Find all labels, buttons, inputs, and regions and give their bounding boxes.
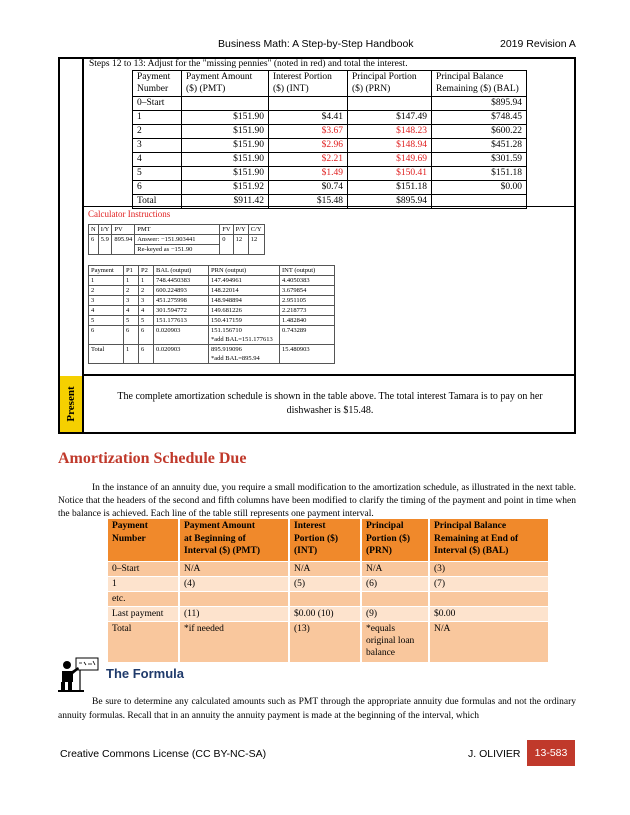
due-cell: Last payment bbox=[107, 607, 179, 622]
amortization-cell: $2.21 bbox=[269, 153, 348, 167]
calc-amort-cell bbox=[280, 296, 335, 306]
header-principal-balance: Principal Balance Remaining ($) (BAL) bbox=[432, 71, 527, 97]
calc-input-header-cell: FV bbox=[220, 225, 233, 235]
calc-amort-value: 148.948894 bbox=[211, 297, 242, 304]
calc-amort-cell bbox=[280, 326, 335, 345]
due-total-line: original loan bbox=[366, 636, 415, 646]
due-header-line: Interest bbox=[294, 521, 326, 531]
amortization-cell: 3 bbox=[133, 139, 182, 153]
section-intro: In the instance of an annuity due, you require a small modification to the amortization schedule, as illustrated in the next table. Notice that the headers of the second and fifth columns have been modified to clarify the timing of the payment and point in time when the balance is achieved. Each line of the table still represents one payment interval. bbox=[58, 483, 576, 519]
formula-title: The Formula bbox=[106, 666, 185, 681]
calc-amort-value: 6 bbox=[141, 327, 145, 334]
calc-amort-cell bbox=[139, 326, 154, 345]
amortization-cell: $4.41 bbox=[269, 111, 348, 125]
calculator-amort-table bbox=[88, 265, 335, 364]
amortization-row bbox=[133, 167, 527, 181]
amortization-cell: $1.49 bbox=[269, 167, 348, 181]
amortization-row bbox=[133, 139, 527, 153]
calc-amort-cell bbox=[89, 316, 124, 326]
calc-amort-cell bbox=[209, 296, 280, 306]
due-total-cell: N/A bbox=[429, 622, 548, 663]
calc-input-fv: 0 bbox=[220, 235, 233, 255]
amortization-header-row bbox=[133, 71, 527, 97]
amortization-cell: $451.28 bbox=[432, 139, 527, 153]
calc-amort-row bbox=[89, 296, 335, 306]
due-header-cell bbox=[179, 519, 289, 562]
amortization-cell: $911.42 bbox=[182, 195, 269, 209]
calc-amort-cell bbox=[154, 276, 209, 286]
amortization-cell: $895.94 bbox=[432, 97, 527, 111]
amortization-cell: $748.45 bbox=[432, 111, 527, 125]
calc-amort-value: 3 bbox=[141, 297, 145, 304]
calc-amort-value: 0.020903 bbox=[156, 327, 181, 334]
calc-amort-value: 148.22014 bbox=[211, 287, 239, 294]
calc-amort-row bbox=[89, 326, 335, 345]
calc-amort-value: 1.482840 bbox=[282, 317, 307, 324]
due-total-cell: Total bbox=[107, 622, 179, 663]
calc-amort-value: Total bbox=[91, 346, 105, 353]
calc-input-iy: 5.9 bbox=[98, 235, 112, 255]
calc-amort-cell bbox=[89, 306, 124, 316]
amortization-row bbox=[133, 181, 527, 195]
section-title: Amortization Schedule Due bbox=[58, 450, 247, 467]
amortization-cell: 2 bbox=[133, 125, 182, 139]
calc-amort-value: 451.275998 bbox=[156, 297, 187, 304]
due-header-line: Principal Balance bbox=[434, 521, 507, 531]
amortization-cell: $151.90 bbox=[182, 111, 269, 125]
calc-amort-cell bbox=[280, 306, 335, 316]
page-number-badge: 13-583 bbox=[527, 740, 575, 766]
calc-amort-value: 15.480903 bbox=[282, 346, 310, 353]
due-cell: N/A bbox=[361, 562, 429, 577]
calculator-title: Calculator Instructions bbox=[88, 209, 171, 219]
amortization-cell: $895.94 bbox=[348, 195, 432, 209]
amortization-cell: $0.00 bbox=[432, 181, 527, 195]
calc-amort-header-cell: P2 bbox=[139, 266, 154, 276]
calc-amort-cell bbox=[89, 345, 124, 364]
due-cell bbox=[289, 592, 361, 607]
calc-amort-header-cell: P1 bbox=[124, 266, 139, 276]
amortization-cell: $151.90 bbox=[182, 153, 269, 167]
calc-amort-value: 2.218773 bbox=[282, 307, 307, 314]
calc-amort-header-cell: BAL (output) bbox=[154, 266, 209, 276]
due-total-row bbox=[107, 622, 548, 663]
calc-amort-cell bbox=[154, 306, 209, 316]
calculator-divider bbox=[84, 206, 576, 207]
calc-amort-value: 895.919096 bbox=[211, 346, 242, 353]
calc-amort-value: 2 bbox=[126, 287, 130, 294]
due-header-line: (INT) bbox=[294, 546, 318, 556]
amortization-cell: $149.69 bbox=[348, 153, 432, 167]
due-cell: (3) bbox=[429, 562, 548, 577]
due-total-cell bbox=[361, 622, 429, 663]
amortization-cell: $151.18 bbox=[432, 167, 527, 181]
amortization-cell: $151.90 bbox=[182, 167, 269, 181]
calc-amort-cell bbox=[280, 345, 335, 364]
calc-amort-cell bbox=[139, 276, 154, 286]
calc-amort-value: 1 bbox=[91, 277, 95, 284]
amortization-cell: 1 bbox=[133, 111, 182, 125]
calc-amort-row bbox=[89, 306, 335, 316]
calc-amort-cell bbox=[139, 296, 154, 306]
calc-amort-cell bbox=[139, 345, 154, 364]
calc-amort-value: 6 bbox=[126, 327, 130, 334]
calc-amort-header-row bbox=[89, 266, 335, 276]
due-cell: N/A bbox=[179, 562, 289, 577]
due-total-line: balance bbox=[366, 648, 396, 658]
calc-amort-value: 2.951105 bbox=[282, 297, 307, 304]
footer-author: J. OLIVIER bbox=[468, 748, 521, 760]
due-row bbox=[107, 577, 548, 592]
calc-amort-cell bbox=[280, 286, 335, 296]
calc-amort-value: 1 bbox=[141, 277, 145, 284]
calculator-inputs-table bbox=[88, 224, 265, 255]
due-header-line: Remaining at End of bbox=[434, 533, 519, 544]
amortization-row bbox=[133, 125, 527, 139]
due-header-line: Interval ($) (BAL) bbox=[434, 546, 509, 556]
calc-amort-header-cell: INT (output) bbox=[280, 266, 335, 276]
calc-amort-value: 5 bbox=[141, 317, 145, 324]
calc-amort-value: 600.224893 bbox=[156, 287, 187, 294]
amortization-cell: $151.90 bbox=[182, 125, 269, 139]
calc-amort-value: 5 bbox=[91, 317, 95, 324]
calc-amort-cell bbox=[139, 316, 154, 326]
calc-amort-value: 3.679854 bbox=[282, 287, 307, 294]
calc-amort-cell bbox=[209, 306, 280, 316]
calc-amort-value: 5 bbox=[126, 317, 130, 324]
calc-input-pv: 895.94 bbox=[112, 235, 135, 255]
calc-amort-value: 4 bbox=[91, 307, 95, 314]
revision-label: 2019 Revision A bbox=[500, 38, 576, 50]
teacher-board-icon bbox=[58, 656, 102, 692]
calc-input-header-cell: C/Y bbox=[248, 225, 264, 235]
calculator-inputs-row bbox=[89, 235, 265, 245]
due-row bbox=[107, 562, 548, 577]
due-total-line: *equals bbox=[366, 624, 396, 634]
calc-amort-cell bbox=[139, 306, 154, 316]
calc-amort-header-cell: PRN (output) bbox=[209, 266, 280, 276]
header-payment-number: Payment Number bbox=[133, 71, 182, 97]
amortization-cell: $15.48 bbox=[269, 195, 348, 209]
calc-amort-cell bbox=[89, 276, 124, 286]
calc-amort-cell bbox=[89, 296, 124, 306]
annuity-due-table bbox=[106, 519, 548, 663]
amortization-cell: $2.96 bbox=[269, 139, 348, 153]
calc-amort-header-cell: Payment bbox=[89, 266, 124, 276]
due-cell: (4) bbox=[179, 577, 289, 592]
calc-amort-cell bbox=[89, 326, 124, 345]
present-label: Present bbox=[65, 386, 77, 422]
steps-title: Steps 12 to 13: Adjust for the "missing pennies" (noted in red) and total the interest. bbox=[89, 59, 408, 69]
amortization-cell: 5 bbox=[133, 167, 182, 181]
header-principal-portion: Principal Portion ($) (PRN) bbox=[348, 71, 432, 97]
amortization-row bbox=[133, 97, 527, 111]
calc-input-header-cell: PMT bbox=[135, 225, 220, 235]
calc-amort-value: 1 bbox=[126, 346, 130, 353]
calc-amort-row bbox=[89, 316, 335, 326]
calc-amort-value: 147.494961 bbox=[211, 277, 242, 284]
amortization-cell: $151.92 bbox=[182, 181, 269, 195]
due-header-line: (PRN) bbox=[366, 546, 392, 556]
amortization-row bbox=[133, 153, 527, 167]
amortization-cell: $148.23 bbox=[348, 125, 432, 139]
calc-amort-cell bbox=[154, 296, 209, 306]
due-header-cell bbox=[429, 519, 548, 562]
due-header-line: Principal bbox=[366, 521, 404, 531]
calc-input-cy: 12 bbox=[248, 235, 264, 255]
due-header-row bbox=[107, 519, 548, 562]
calc-amort-value: 2 bbox=[141, 287, 145, 294]
calc-input-rekeyed: Re-keyed as −151.90 bbox=[135, 245, 220, 255]
calc-amort-value: 1 bbox=[126, 277, 130, 284]
amortization-cell bbox=[348, 97, 432, 111]
due-header-cell bbox=[107, 519, 179, 562]
calc-amort-value: 4 bbox=[141, 307, 145, 314]
amortization-row bbox=[133, 111, 527, 125]
present-divider bbox=[84, 374, 576, 376]
calc-amort-value: 149.681226 bbox=[211, 307, 242, 314]
due-header-line: Portion ($) bbox=[294, 533, 339, 544]
calc-amort-cell bbox=[154, 326, 209, 345]
calc-amort-value: 6 bbox=[91, 327, 95, 334]
footer-license: Creative Commons License (CC BY-NC-SA) bbox=[60, 748, 267, 760]
due-cell: 1 bbox=[107, 577, 179, 592]
calc-amort-value: 4.4050383 bbox=[282, 277, 310, 284]
calc-amort-cell bbox=[280, 276, 335, 286]
calculator-inputs-header bbox=[89, 225, 265, 235]
due-total-cell: (13) bbox=[289, 622, 361, 663]
calc-amort-cell bbox=[124, 306, 139, 316]
calc-amort-cell bbox=[154, 286, 209, 296]
calc-amort-row bbox=[89, 286, 335, 296]
due-header-line: Interval ($) (PMT) bbox=[184, 546, 260, 556]
present-text: The complete amortization schedule is shown in the table above. The total interest Tamara is to pay on her dishwasher is $15.48. bbox=[117, 391, 543, 416]
calc-input-header-cell: N bbox=[89, 225, 99, 235]
calc-amort-row bbox=[89, 345, 335, 364]
calc-amort-row bbox=[89, 276, 335, 286]
calc-amort-cell bbox=[209, 276, 280, 286]
amortization-cell: $151.90 bbox=[182, 139, 269, 153]
calc-input-header-cell: P/Y bbox=[233, 225, 248, 235]
calc-input-header-cell: I/Y bbox=[98, 225, 112, 235]
amortization-cell: $151.18 bbox=[348, 181, 432, 195]
calc-amort-cell bbox=[280, 316, 335, 326]
calc-amort-value: 151.156710 bbox=[211, 327, 242, 334]
calc-amort-value: 6 bbox=[141, 346, 145, 353]
calc-amort-value: 3 bbox=[91, 297, 95, 304]
calc-amort-value: 0.743289 bbox=[282, 327, 307, 334]
calc-input-header-cell: PV bbox=[112, 225, 135, 235]
header-payment-amount: Payment Amount ($) (PMT) bbox=[182, 71, 269, 97]
due-header-line: Number bbox=[112, 533, 146, 544]
calc-amort-cell bbox=[89, 286, 124, 296]
amortization-cell: Total bbox=[133, 195, 182, 209]
calc-amort-value: 151.177613 bbox=[156, 317, 187, 324]
calc-amort-value: 301.594772 bbox=[156, 307, 187, 314]
calc-amort-cell bbox=[124, 286, 139, 296]
calc-amort-value: 0.020903 bbox=[156, 346, 181, 353]
due-cell bbox=[361, 592, 429, 607]
due-header-line: Payment bbox=[112, 521, 148, 531]
due-header-line: Portion ($) bbox=[366, 533, 411, 544]
calc-amort-note: *add BAL=895.94 bbox=[211, 355, 260, 362]
amortization-cell: $148.94 bbox=[348, 139, 432, 153]
amortization-cell: $147.49 bbox=[348, 111, 432, 125]
calc-amort-note: *add BAL=151.177613 bbox=[211, 336, 273, 343]
amortization-cell: $600.22 bbox=[432, 125, 527, 139]
calc-amort-value: 2 bbox=[91, 287, 95, 294]
calc-amort-cell bbox=[124, 316, 139, 326]
book-title: Business Math: A Step-by-Step Handbook bbox=[218, 38, 414, 50]
calc-amort-value: 3 bbox=[126, 297, 130, 304]
due-cell: N/A bbox=[289, 562, 361, 577]
header-interest-portion: Interest Portion ($) (INT) bbox=[269, 71, 348, 97]
formula-text: Be sure to determine any calculated amounts such as PMT through the appropriate annuity due formulas and not the ordinary annuity formulas. Recall that in an annuity the annuity payment is made at the beginning of the interval, which bbox=[58, 697, 576, 721]
calc-amort-cell bbox=[124, 345, 139, 364]
calc-amort-cell bbox=[139, 286, 154, 296]
calc-amort-value: 748.4450383 bbox=[156, 277, 191, 284]
calc-amort-cell bbox=[154, 316, 209, 326]
due-cell: $0.00 bbox=[429, 607, 548, 622]
amortization-cell: 4 bbox=[133, 153, 182, 167]
calc-amort-cell bbox=[209, 345, 280, 364]
calc-amort-cell bbox=[154, 345, 209, 364]
due-cell: 0–Start bbox=[107, 562, 179, 577]
calc-amort-cell bbox=[124, 276, 139, 286]
due-row bbox=[107, 592, 548, 607]
amortization-cell: $3.67 bbox=[269, 125, 348, 139]
due-cell: (5) bbox=[289, 577, 361, 592]
calc-amort-cell bbox=[209, 326, 280, 345]
due-row bbox=[107, 607, 548, 622]
due-cell: $0.00 (10) bbox=[289, 607, 361, 622]
due-cell: (11) bbox=[179, 607, 289, 622]
amortization-table bbox=[132, 70, 527, 209]
calc-input-py: 12 bbox=[233, 235, 248, 255]
due-header-line: at Beginning of bbox=[184, 533, 246, 544]
due-header-cell bbox=[361, 519, 429, 562]
calc-input-n: 6 bbox=[89, 235, 99, 255]
calc-amort-cell bbox=[209, 316, 280, 326]
due-cell bbox=[179, 592, 289, 607]
due-header-line: Payment Amount bbox=[184, 521, 255, 531]
calc-amort-cell bbox=[124, 296, 139, 306]
calc-amort-value: 4 bbox=[126, 307, 130, 314]
due-cell: etc. bbox=[107, 592, 179, 607]
amortization-cell: $150.41 bbox=[348, 167, 432, 181]
due-cell bbox=[429, 592, 548, 607]
amortization-cell: 6 bbox=[133, 181, 182, 195]
calc-amort-cell bbox=[124, 326, 139, 345]
amortization-cell: $301.59 bbox=[432, 153, 527, 167]
amortization-cell bbox=[269, 97, 348, 111]
calc-input-pmt: Answer: −151.903441 bbox=[135, 235, 220, 245]
calc-amort-value: 150.417159 bbox=[211, 317, 242, 324]
due-cell: (7) bbox=[429, 577, 548, 592]
due-total-cell: *if needed bbox=[179, 622, 289, 663]
due-cell: (6) bbox=[361, 577, 429, 592]
due-header-cell bbox=[289, 519, 361, 562]
calc-amort-cell bbox=[209, 286, 280, 296]
amortization-cell: $0.74 bbox=[269, 181, 348, 195]
amortization-cell: 0–Start bbox=[133, 97, 182, 111]
amortization-cell bbox=[182, 97, 269, 111]
due-cell: (9) bbox=[361, 607, 429, 622]
